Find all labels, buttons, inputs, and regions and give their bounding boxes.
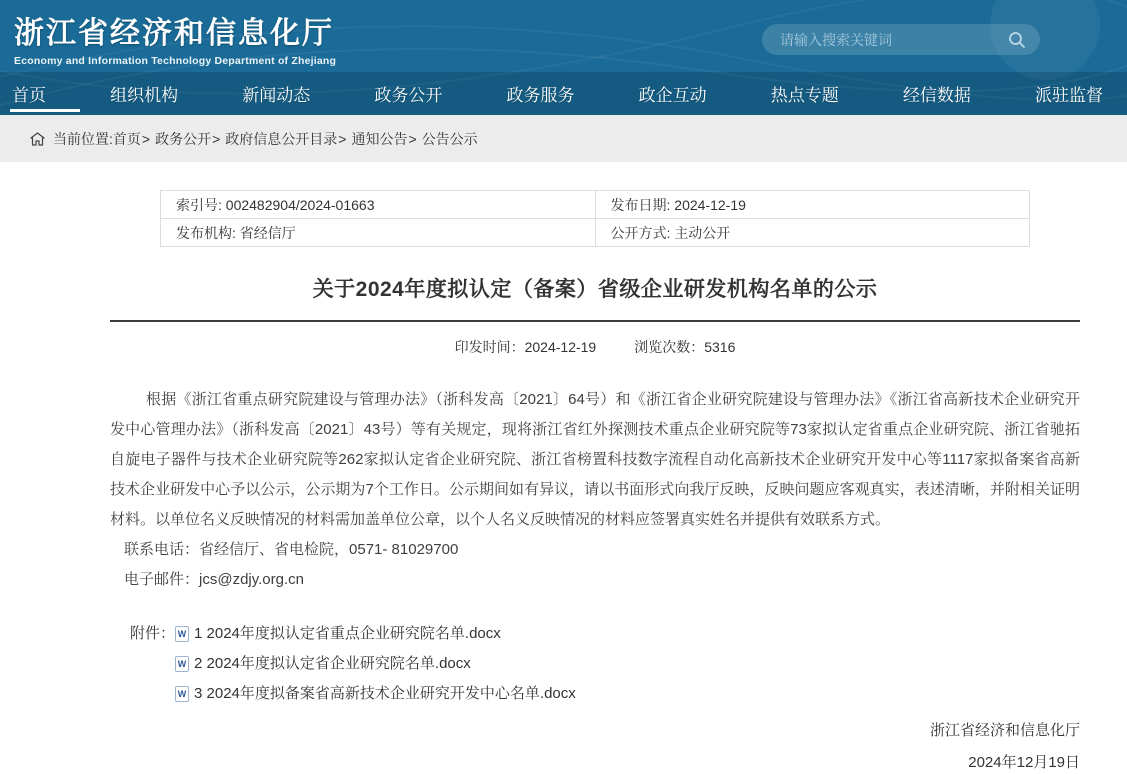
breadcrumb-separator: > (338, 130, 347, 147)
doc-mode-label: 公开方式: (610, 224, 671, 241)
site-subtitle: Economy and Information Technology Department of Zhejiang (14, 55, 337, 67)
breadcrumb-link-announcements[interactable]: 公告公示 (421, 130, 478, 147)
doc-index-label: 索引号: (176, 196, 222, 213)
home-icon (30, 132, 45, 146)
doc-index-value: 002482904/2024-01663 (225, 196, 375, 213)
word-doc-icon: W (175, 626, 189, 642)
word-doc-icon: W (175, 686, 189, 702)
breadcrumb-prefix: 当前位置: (53, 130, 113, 147)
nav-item-economic-data[interactable]: 经信数据 (902, 86, 971, 105)
article-meta (110, 337, 1080, 357)
breadcrumb (0, 115, 1127, 162)
nav-item-organization[interactable]: 组织机构 (110, 86, 179, 105)
signature-date: 2024年12月19日 (968, 754, 1080, 771)
attachment-link[interactable] (175, 619, 576, 649)
attachment-name: 3 2024年度拟备案省高新技术企业研究开发中心名单.docx (194, 685, 576, 702)
nav-item-gov-disclosure[interactable]: 政务公开 (374, 86, 443, 105)
nav-item-hot-topics[interactable]: 热点专题 (770, 86, 839, 105)
nav-item-news[interactable]: 新闻动态 (242, 86, 311, 105)
breadcrumb-link-catalog[interactable]: 政府信息公开目录 (225, 130, 338, 147)
nav-item-home[interactable]: 首页 (10, 72, 48, 115)
print-date-label: 印发时间： (454, 339, 525, 355)
attachments-block (110, 619, 1080, 709)
signature-org: 浙江省经济和信息化厅 (929, 722, 1080, 739)
doc-agency-label: 发布机构: (176, 224, 236, 241)
doc-agency-value: 省经信厅 (239, 224, 296, 241)
breadcrumb-separator: > (408, 130, 417, 147)
doc-mode-cell (595, 219, 1030, 247)
breadcrumb-link-home[interactable]: 首页 (112, 130, 141, 147)
contact-phone-line (110, 535, 1080, 565)
site-logo[interactable] (14, 8, 336, 67)
signature-block (110, 715, 1080, 774)
print-date-value: 2024-12-19 (524, 339, 597, 355)
nav-item-gov-services[interactable]: 政务服务 (506, 86, 575, 105)
page-title: 关于2024年度拟认定（备案）省级企业研发机构名单的公示 (312, 278, 878, 301)
article-container (110, 190, 1080, 774)
contact-email-label: 电子邮件： (124, 571, 200, 588)
doc-mode-value: 主动公开 (674, 224, 731, 241)
doc-index-cell (161, 191, 596, 219)
attachments-label: 附件： (130, 625, 176, 642)
title-divider (110, 320, 1080, 322)
search-box (762, 24, 1040, 55)
doc-agency-cell (161, 219, 596, 247)
breadcrumb-link-notices[interactable]: 通知公告 (351, 130, 408, 147)
search-icon[interactable] (1006, 29, 1028, 51)
search-input[interactable] (780, 32, 1006, 48)
nav-item-gov-interaction[interactable]: 政企互动 (638, 86, 707, 105)
site-title: 浙江省经济和信息化厅 (14, 17, 334, 50)
attachments-list (175, 619, 576, 709)
doc-date-value: 2024-12-19 (674, 196, 746, 213)
contact-email-line (110, 565, 1080, 595)
attachment-name: 1 2024年度拟认定省重点企业研究院名单.docx (194, 625, 501, 642)
article-paragraph: 根据《浙江省重点研究院建设与管理办法》（浙科发高〔2021〕64号）和《浙江省企业研究院建设与管理办法》《浙江省高新技术企业研究开发中心管理办法》（浙科发高〔2021〕43号）等有关规定，现将浙江省红外探测技术重点企业研究院等73家拟认定省重点企业研究院、浙江省驰拓自旋电子器件与技术企业研究院等262家拟认定省企业研究院、浙江省榜置科技数字流程自动化高新技术企业研究开发中心等1117家拟备案省高新技术企业研发中心予以公示，公示期为7个工作日。公示期间如有异议，请以书面形式向我厅反映，反映问题应客观真实，表述清晰，并附相关证明材料。以单位名义反映情况的材料需加盖单位公章，以个人名义反映情况的材料应签署真实姓名并提供有效联系方式。 (110, 391, 1080, 528)
attachment-link[interactable] (175, 649, 576, 679)
views-value: 5316 (704, 339, 736, 355)
doc-info-table (160, 190, 1030, 247)
main-nav (0, 72, 1127, 115)
site-header (0, 0, 1127, 115)
breadcrumb-link-disclosure[interactable]: 政务公开 (155, 130, 212, 147)
breadcrumb-separator: > (141, 130, 151, 147)
views-label: 浏览次数： (634, 339, 705, 355)
nav-item-supervision[interactable]: 派驻监督 (1035, 86, 1103, 105)
contact-phone-value: 省经信厅、省电检院，0571- 81029700 (199, 541, 459, 558)
contact-phone-label: 联系电话： (124, 541, 200, 558)
attachment-link[interactable] (175, 679, 576, 709)
breadcrumb-separator: > (212, 130, 221, 147)
contact-email-value: jcs@zdjy.org.cn (199, 571, 304, 588)
attachment-name: 2 2024年度拟认定省企业研究院名单.docx (194, 655, 471, 672)
word-doc-icon: W (175, 656, 189, 672)
doc-date-cell (595, 191, 1030, 219)
doc-date-label: 发布日期: (610, 196, 671, 213)
